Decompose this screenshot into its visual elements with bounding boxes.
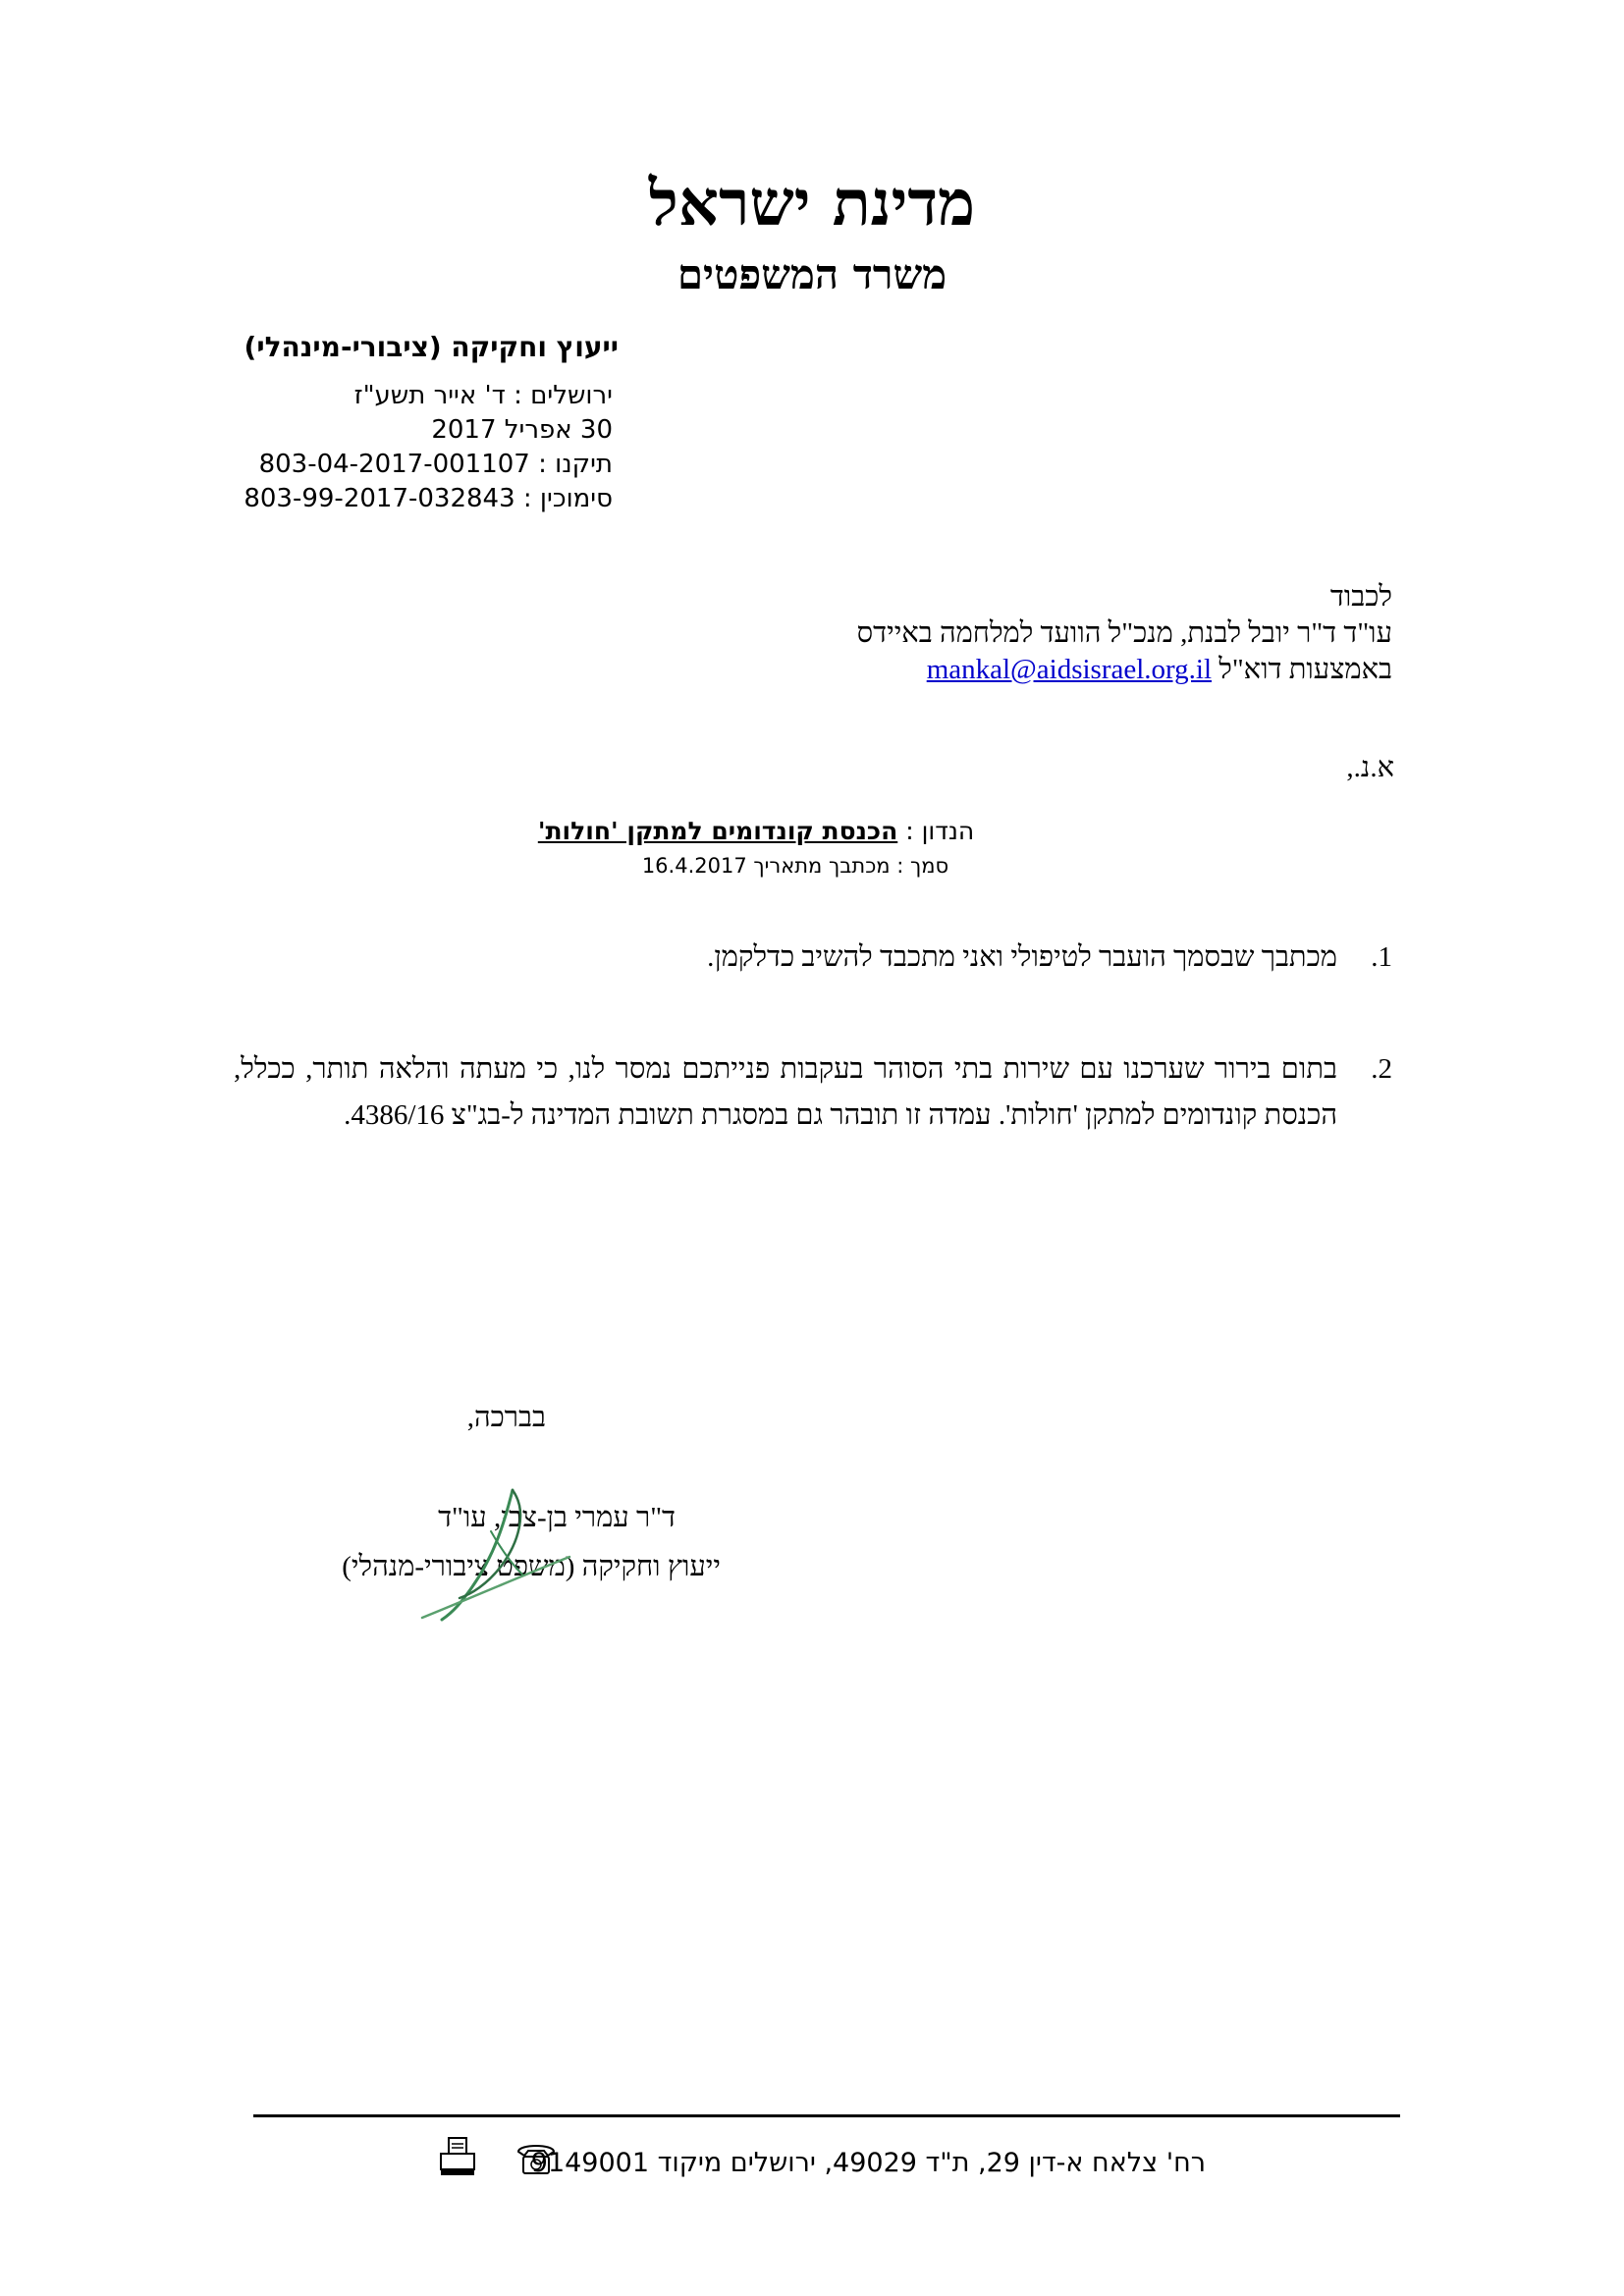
paragraph-number: 1. (1371, 941, 1392, 973)
closing-greeting: בברכה, (466, 1402, 546, 1433)
footer-address: רח' צלאח א-דין 29, ת"ד 49029, ירושלים מיקוד 9149001 (530, 2148, 1206, 2178)
via-email-label: באמצעות דוא"ל (1218, 654, 1392, 685)
our-reference-label: תיקנו : (538, 450, 613, 479)
signer-role: ייעוץ וחקיקה (משפט ציבורי-מנהלי) (342, 1551, 721, 1582)
our-reference (244, 448, 613, 482)
letterhead-subtitle: משרד המשפטים (677, 250, 947, 298)
subject-line (452, 815, 1060, 848)
hebrew-date: ירושלים : ד' אייר תשע"ז (353, 381, 613, 410)
department-name: ייעוץ וחקיקה (ציבורי-מינהלי) (244, 331, 619, 363)
paragraph-text: מכתבך שבסמך הועבר לטיפולי ואני מתכבד להשיב כדלקמן. (707, 941, 1337, 973)
fax-icon (438, 2136, 477, 2177)
letterhead-title: מדינת ישראל (648, 167, 976, 240)
paragraph-text: בתום בירור שערכנו עם שירות בתי הסוהר בעקבות פנייתכם נמסר לנו, כי מעתה והלאה תותר, ככלל, הכנסת קונדומים למתקן 'חולות'. עמדה זו תובהר גם במסגרת תשובת המדינה ל-בג"צ 4386/16. (234, 1053, 1337, 1131)
gregorian-date: 30 אפריל 2017 (431, 415, 613, 445)
recipient-via-line (857, 652, 1392, 688)
footer-divider (253, 2114, 1400, 2117)
simuchin-number: 803-99-2017-032843 (244, 484, 515, 513)
letter-meta (244, 379, 613, 516)
our-reference-number: 803-04-2017-001107 (258, 450, 530, 479)
paragraph-number: 2. (1371, 1053, 1392, 1085)
simuchin-reference (244, 482, 613, 516)
simuchin-label: סימוכין : (522, 484, 613, 513)
subject-title: הכנסת קונדומים למתקן 'חולות' (537, 817, 898, 845)
recipient-block (857, 579, 1392, 688)
paragraph-2 (234, 1046, 1392, 1139)
greeting: א.נ., (1346, 752, 1394, 783)
recipient-salutation: לכבוד (1329, 581, 1392, 613)
subject-reference: סמך : מכתבך מתאריך 16.4.2017 (641, 854, 949, 878)
recipient-email-link[interactable]: mankal@aidsisrael.org.il (926, 654, 1213, 685)
recipient-name: עו"ד ד"ר יובל לבנת, מנכ"ל הוועד למלחמה באיידס (856, 617, 1392, 649)
signer-name: ד"ר עמרי בן-צבי, עו"ד (438, 1502, 676, 1533)
paragraph-1 (234, 934, 1392, 981)
handwritten-signature (403, 1472, 579, 1629)
subject-label: הנדון : (905, 817, 975, 845)
